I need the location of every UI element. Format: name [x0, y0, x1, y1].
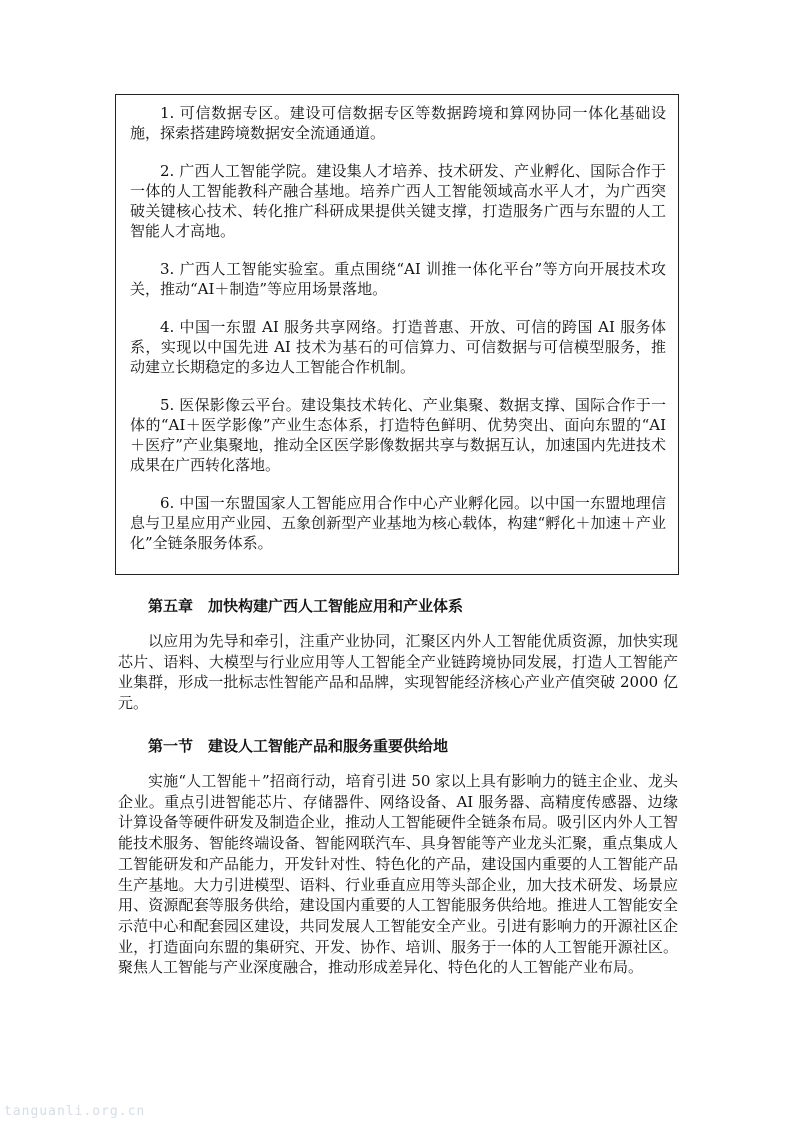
box-item-ai-lab: 3. 广西人工智能实验室。重点围绕“AI 训推一体化平台”等方向开展技术攻关，推动“AI＋制造”等应用场景落地。 — [130, 260, 666, 298]
key-projects-box — [115, 94, 679, 575]
section-body-paragraph: 实施“人工智能＋”招商行动，培育引进 50 家以上具有影响力的链主企业、龙头企业。重点引进智能芯片、存储器件、网络设备、AI 服务器、高精度传感器、边缘计算设备等硬件研发及制造企业，推动人工智能硬件全链条布局。吸引区内外人工智能技术服务、智能终端设备、智能网联汽车、具身智能等产业龙头汇聚，重点集成人工智能研发和产品能力，开发针对性、特色化的产品，建设国内重要的人工智能产品生产基地。大力引进模型、语料、行业垂直应用等头部企业，加大技术研发、场景应用、资源配套等服务供给，建设国内重要的人工智能服务供给地。推进人工智能安全示范中心和配套园区建设，共同发展人工智能安全产业。引进有影响力的开源社区企业，打造面向东盟的集研究、开发、协作、培训、服务于一体的人工智能开源社区。聚焦人工智能与产业深度融合，推动形成差异化、特色化的人工智能产业布局。 — [118, 772, 678, 977]
chapter-title: 第五章 加快构建广西人工智能应用和产业体系 — [148, 597, 464, 615]
chapter-intro-paragraph: 以应用为先导和牵引，注重产业协同，汇聚区内外人工智能优质资源，加快实现芯片、语料、大模型与行业应用等人工智能全产业链跨境协同发展，打造人工智能产业集群，形成一批标志性智能产品和品牌，实现智能经济核心产业产值突破 2000 亿元。 — [118, 632, 678, 713]
box-item-trusted-data-zone: 1. 可信数据专区。建设可信数据专区等数据跨境和算网协同一体化基础设施，探索搭建跨境数据安全流通通道。 — [130, 104, 666, 142]
box-item-ai-college: 2. 广西人工智能学院。建设集人才培养、技术研发、产业孵化、国际合作于一体的人工智能教科产融合基地。培养广西人工智能领域高水平人才，为广西突破关键核心技术、转化推广科研成果提供关键支撑，打造服务广西与东盟的人工智能人才高地。 — [130, 162, 666, 240]
box-item-incubation-park: 6. 中国一东盟国家人工智能应用合作中心产业孵化园。以中国一东盟地理信息与卫星应用产业园、五象创新型产业基地为核心载体，构建“孵化＋加速＋产业化”全链条服务体系。 — [130, 494, 666, 552]
box-item-medical-imaging-cloud: 5. 医保影像云平台。建设集技术转化、产业集聚、数据支撑、国际合作于一体的“AI＋医学影像”产业生态体系，打造特色鲜明、优势突出、面向东盟的“AI＋医疗”产业集聚地，推动全区医学影像数据共享与数据互认，加速国内先进技术成果在广西转化落地。 — [130, 396, 666, 474]
section-title: 第一节 建设人工智能产品和服务重要供给地 — [148, 737, 449, 755]
watermark: tanguanli.org.cn — [4, 1104, 146, 1119]
box-item-ai-service-network: 4. 中国一东盟 AI 服务共享网络。打造普惠、开放、可信的跨国 AI 服务体系，实现以中国先进 AI 技术为基石的可信算力、可信数据与可信模型服务，推动建立长期稳定的多边人工智能合作机制。 — [130, 318, 666, 376]
